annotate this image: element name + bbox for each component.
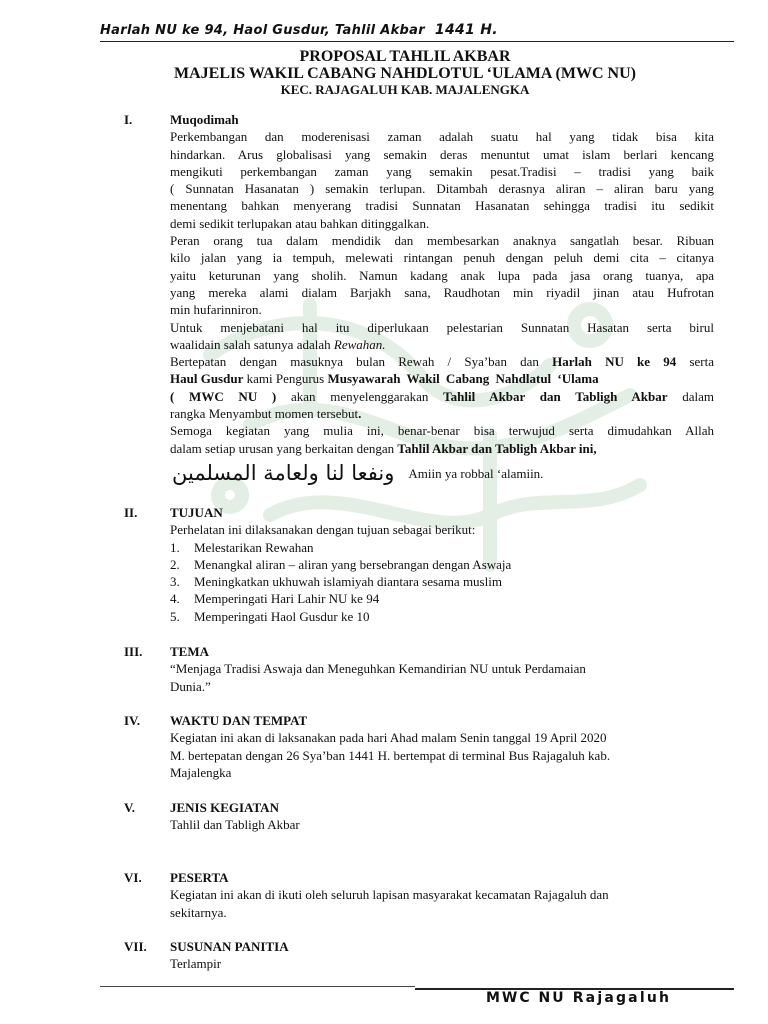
running-footer [486,990,671,1006]
text-run: dalam [667,388,715,404]
bold-text: Haul Gusdur [170,371,244,387]
panitia-text: Terlampir [170,956,222,972]
section-tujuan [124,504,714,625]
list-text: Melestarikan Rewahan [194,539,314,555]
waktu-line: M. bertepatan dengan 26 Sya’ban 1441 H. bertempat di terminal Bus Rajagaluh kab. [170,747,611,763]
header-year: 1441 H. [434,22,498,38]
paragraph-line: ( Sunnatan Hasanatan ) semakin terlupan. Ditambah derasnya aliran – aliran baru yang [170,181,714,197]
text-run: kami Pengurus [243,371,328,387]
paragraph-line [170,405,714,422]
peserta-line: sekitarnya. [170,904,227,920]
waktu-line: Majalengka [170,764,232,780]
organization-title: MAJELIS WAKIL CABANG NAHDLOTUL ‘ULAMA (MWC NU) [174,65,636,82]
paragraph-line: min hufarinniron. [170,302,262,318]
paragraph-line: Peran orang tua dalam mendidik dan membesarkan anaknya sangatlah besar. Ribuan [170,233,714,249]
emphasis-text: Rewahan. [333,336,386,352]
paragraph-line: Semoga kegiatan yang mulia ini, benar-benar bisa terwujud serta dimudahkan Allah [170,423,714,439]
section-jenis-kegiatan [124,799,714,834]
section-susunan-panitia [124,938,714,973]
footer-divider-thin [100,986,415,987]
text-run: Bertepatan dengan masuknya bulan Rewah / Sya’ban dan [170,354,553,370]
paragraph-line: yang mereka alami dialam Barjakh sana, Raudhotan min riyadil jinan atau Hufrotan [170,284,714,300]
tema-line: “Menjaga Tradisi Aswaja dan Meneguhkan Kemandirian NU untuk Perdamaian [170,661,586,677]
bold-text: ( MWC NU ) [170,388,277,404]
section-tema [124,643,714,695]
section-heading: JENIS KEGIATAN [170,800,279,815]
list-number: 5. [170,608,180,624]
footer-place: Rajagaluh [572,990,672,1006]
list-item [170,573,714,590]
paragraph-line: Perkembangan dan moderenisasi zaman adalah suatu hal yang tidak bisa kita [170,129,714,145]
text-run: serta [676,354,714,370]
list-text: Memperingati Haol Gusdur ke 10 [194,608,370,624]
footer-org: MWC NU [486,990,566,1006]
jenis-text: Tahlil dan Tabligh Akbar [170,817,300,833]
text-run: rangka Menyambut momen tersebut [170,406,359,422]
section-number: I. [124,112,133,127]
bold-text: Tahlil Akbar dan Tabligh Akbar ini, [397,440,597,456]
list-number: 1. [170,539,180,555]
peserta-line: Kegiatan ini akan di ikuti oleh seluruh lapisan masyarakat kecamatan Rajagaluh dan [170,887,609,903]
amiin-text: Amiin ya robbal ‘alamiin. [408,465,544,481]
paragraph-line: Untuk menjebatani hal itu diperlukaan pelestarian Sunnatan Hasatan serta birul [170,319,714,335]
section-number: III. [124,644,143,659]
section-number: VI. [124,870,142,885]
section-muqodimah [124,111,714,490]
header-text: Harlah NU ke 94, Haol Gusdur, Tahlil Akbar [100,23,425,38]
section-heading: WAKTU DAN TEMPAT [170,713,308,728]
header-divider [100,41,734,42]
proposal-title: PROPOSAL TAHLIL AKBAR [299,48,511,65]
bold-text: Tahlil Akbar dan Tabligh Akbar [443,388,668,404]
section-heading: TUJUAN [170,505,223,520]
text-run: dalam setiap urusan yang berkaitan dengan [170,440,398,456]
section-number: II. [124,505,138,520]
list-text: Meningkatkan ukhuwah islamiyah diantara sesama muslim [194,574,502,590]
section-heading: Muqodimah [170,112,239,127]
list-number: 4. [170,591,180,607]
paragraph-line [170,440,714,457]
paragraph-line: mengikuti perkembangan zaman yang semakin pesat.Tradisi – tradisi yang baik [170,163,714,179]
tujuan-list [170,539,714,625]
paragraph-line [170,388,714,405]
section-heading: PESERTA [170,870,229,885]
arabic-doa: ونفعا لنا ولعامة المسلمين [172,460,395,485]
list-number: 3. [170,574,180,590]
section-number: VII. [124,939,147,954]
paragraph-line: demi sedikit terlupakan atau bahkan ditinggalkan. [170,215,430,231]
doa-row [170,457,714,490]
paragraph-line [170,353,714,370]
section-number: IV. [124,713,141,728]
paragraph-line: kilo jalan yang ia tempuh, melewati rintangan penuh dengan peluh demi cita – citanya [170,250,714,266]
paragraph-line: yaitu keturunan yang sholih. Namun kadang anak lupa pada jasa orang tuanya, apa [170,267,714,283]
location-title: KEC. RAJAGALUH KAB. MAJALENGKA [280,82,530,97]
list-text: Memperingati Hari Lahir NU ke 94 [194,591,380,607]
section-number: V. [124,800,135,815]
section-peserta [124,869,714,921]
text-run: akan menyelenggarakan [276,388,444,404]
tema-line: Dunia.” [170,678,211,694]
list-text: Menangkal aliran – aliran yang bersebrangan dengan Aswaja [194,556,512,572]
bold-text: Harlah NU ke 94 [552,354,677,370]
text-run: waalidain salah satunya adalah [170,336,334,352]
section-heading: TEMA [170,644,209,659]
list-item [170,556,714,573]
paragraph-line: hindarkan. Arus globalisasi yang semakin deras menuntut umat islam berlari kencang [170,146,714,162]
section-waktu-tempat [124,712,714,781]
waktu-line: Kegiatan ini akan di laksanakan pada hari Ahad malam Senin tanggal 19 April 2020 [170,730,607,746]
bold-text: Musyawarah Wakil Cabang Nahdlatul ‘Ulama [327,371,599,387]
paragraph-line: menentang bahkan menyerang tradisi Sunnatan Hasanatan sehingga tradisi itu sedikit [170,198,714,214]
bold-text: . [358,406,362,422]
list-item [170,608,714,625]
list-item [170,590,714,607]
section-intro: Perhelatan ini dilaksanakan dengan tujuan sebagai berikut: [170,522,476,538]
list-number: 2. [170,556,180,572]
paragraph-line [170,336,714,353]
list-item [170,539,714,556]
paragraph-line [170,370,714,387]
running-header [100,22,498,38]
section-heading: SUSUNAN PANITIA [170,939,289,954]
